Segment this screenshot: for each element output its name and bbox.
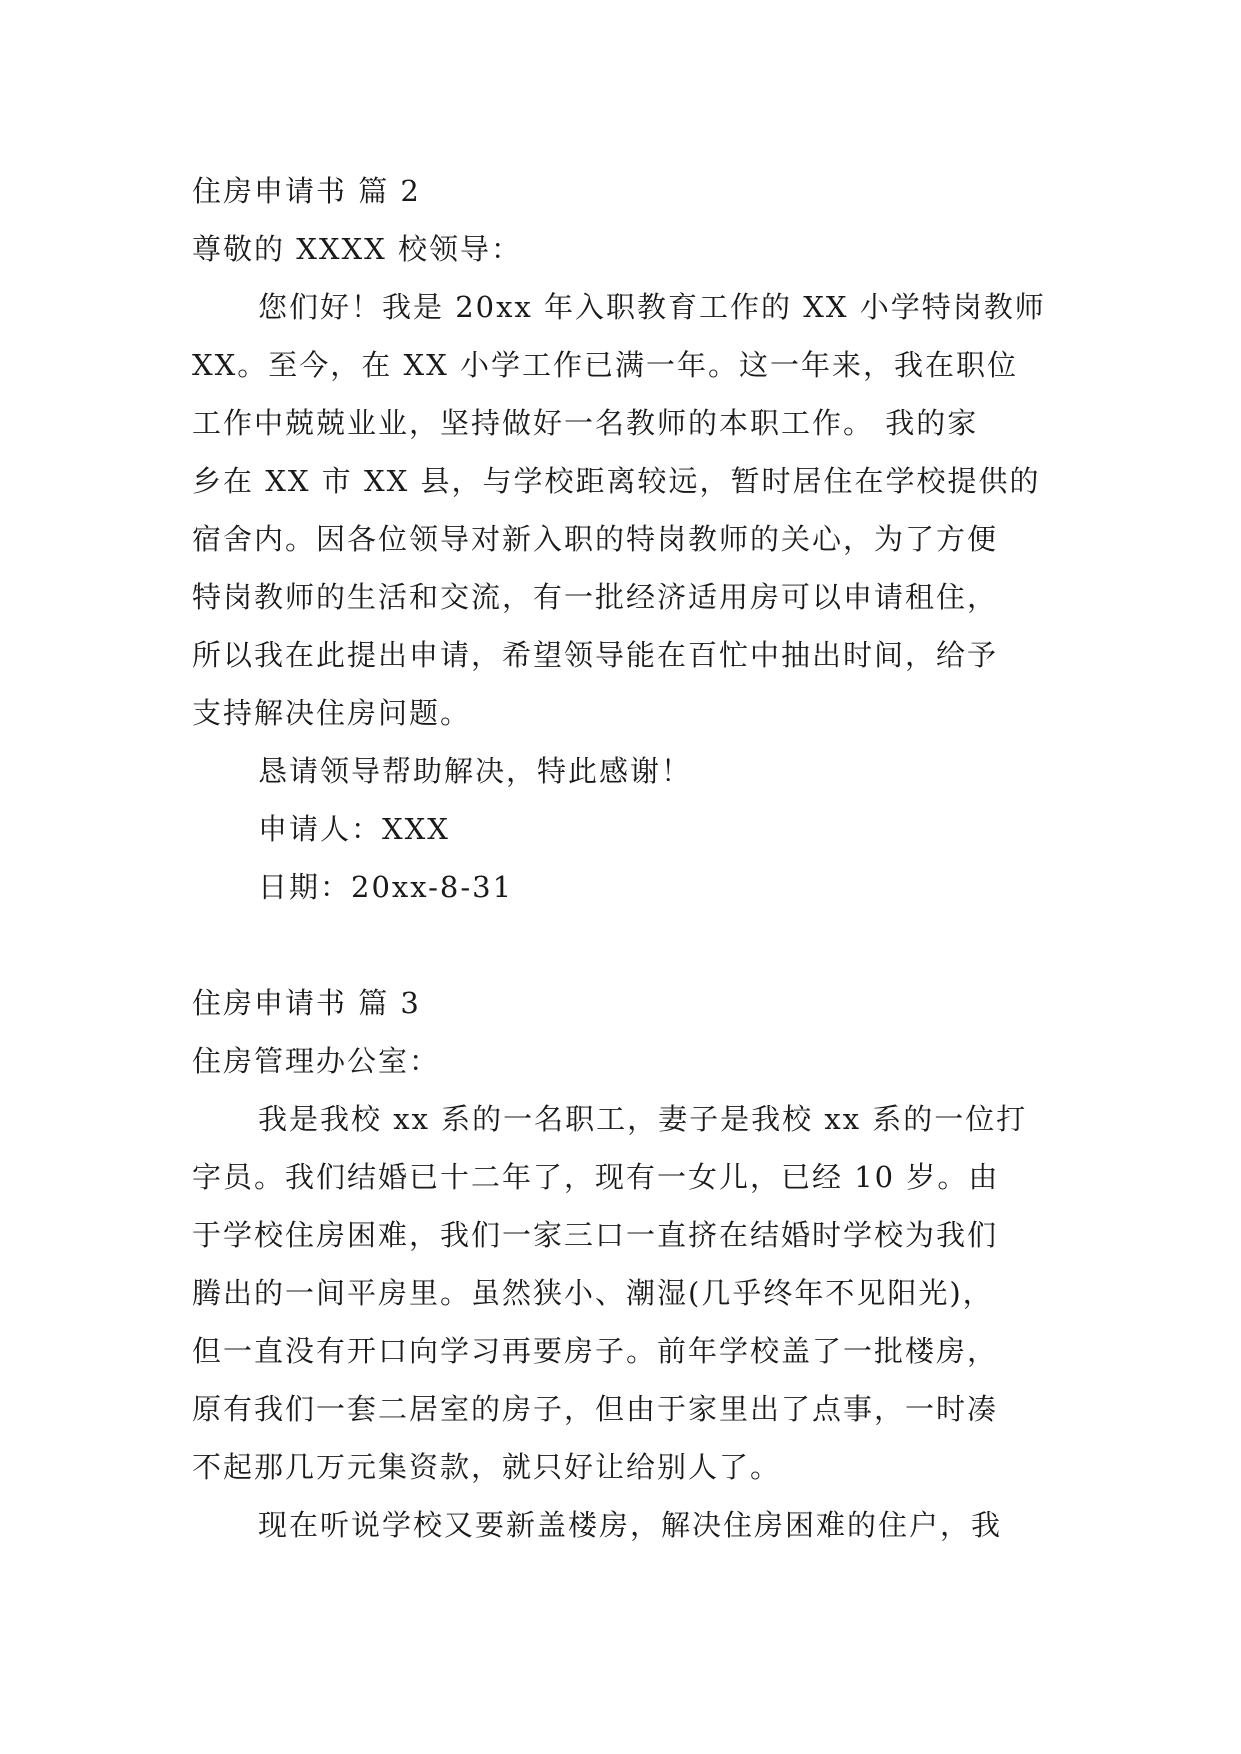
section-3-paragraph-line: 现在听说学校又要新盖楼房，解决住房困难的住户，我: [258, 1508, 1003, 1542]
document-page: [192, 162, 1062, 1554]
section-3-heading: 住房申请书 篇 3: [192, 986, 421, 1020]
section-2-paragraph-line: XX。至今，在 XX 小学工作已满一年。这一年来，我在职位: [192, 348, 1019, 382]
section-3-salutation: 住房管理办公室：: [192, 1044, 441, 1078]
section-2-paragraph-line: 乡在 XX 市 XX 县，与学校距离较远，暂时居住在学校提供的: [192, 464, 1041, 498]
section-2-paragraph-line: 所以我在此提出申请，希望领导能在百忙中抽出时间，给予: [192, 638, 999, 672]
section-3-paragraph-line: 但一直没有开口向学习再要房子。前年学校盖了一批楼房，: [192, 1334, 999, 1368]
section-3-paragraph-line: 腾出的一间平房里。虽然狭小、潮湿(几乎终年不见阳光)，: [192, 1276, 994, 1310]
section-2-paragraph-line: 宿舍内。因各位领导对新入职的特岗教师的关心，为了方便: [192, 522, 999, 556]
section-2-paragraph-line: 特岗教师的生活和交流，有一批经济适用房可以申请租住，: [192, 580, 999, 614]
section-3-paragraph-line: 不起那几万元集资款，就只好让给别人了。: [192, 1450, 782, 1484]
section-3-paragraph-line: 原有我们一套二居室的房子，但由于家里出了点事，一时凑: [192, 1392, 999, 1426]
section-2-paragraph-line: 您们好！我是 20xx 年入职教育工作的 XX 小学特岗教师: [258, 290, 1046, 324]
section-2-date: 日期：20xx-8-31: [258, 870, 514, 904]
section-2-closing: 恳请领导帮助解决，特此感谢！: [258, 754, 693, 788]
section-3-paragraph-line: 字员。我们结婚已十二年了，现有一女儿，已经 10 岁。由: [192, 1160, 1000, 1194]
section-2-paragraph-line: 支持解决住房问题。: [192, 696, 472, 730]
section-spacer: [192, 916, 1062, 974]
section-3-paragraph-line: 我是我校 xx 系的一名职工，妻子是我校 xx 系的一位打: [258, 1102, 1028, 1136]
section-2-heading: 住房申请书 篇 2: [192, 174, 421, 208]
section-2-applicant: 申请人：XXX: [258, 812, 450, 846]
section-2-paragraph-line: 工作中兢兢业业，坚持做好一名教师的本职工作。 我的家: [192, 406, 979, 440]
section-2-salutation: 尊敬的 XXXX 校领导：: [192, 232, 523, 266]
section-3-paragraph-line: 于学校住房困难，我们一家三口一直挤在结婚时学校为我们: [192, 1218, 999, 1252]
